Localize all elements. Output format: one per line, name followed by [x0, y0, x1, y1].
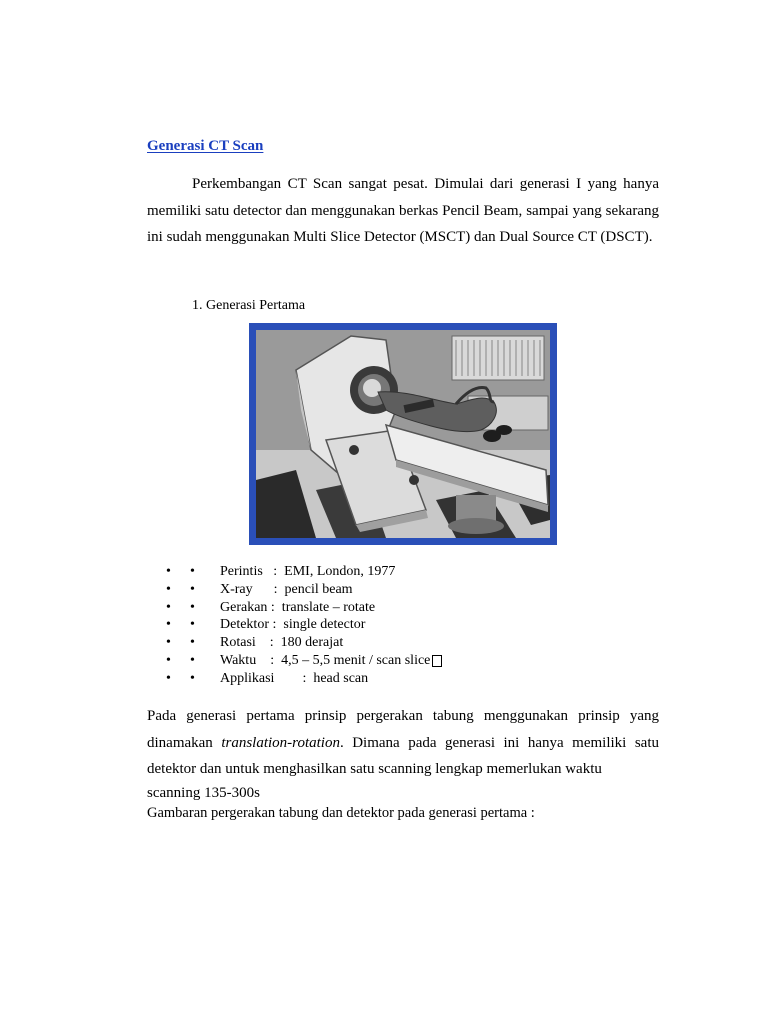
bullet-marker: •	[190, 670, 195, 686]
paragraph-text: . Dimana pada generasi ini hanya memiliki satu detektor dan untuk menghasilkan satu scanning lengkap memerlukan waktu	[147, 734, 660, 777]
ct-scanner-photo-frame	[249, 323, 557, 545]
placeholder-box-glyph	[432, 655, 442, 667]
bullet-marker: •	[166, 599, 171, 615]
list-item	[166, 652, 442, 670]
spec-list	[166, 563, 442, 688]
bullet-marker: •	[166, 635, 171, 651]
list-item	[166, 599, 442, 617]
list-item	[166, 634, 442, 652]
generation-one-paragraph	[147, 703, 659, 803]
spec-text: X-ray : pencil beam	[220, 581, 353, 597]
bullet-marker: •	[166, 670, 171, 686]
bullet-marker: •	[166, 652, 171, 668]
list-item	[166, 616, 442, 634]
spec-text: Rotasi : 180 derajat	[220, 635, 344, 651]
spec-text: Perintis : EMI, London, 1977	[220, 564, 396, 579]
list-item	[166, 563, 442, 581]
bullet-marker: •	[190, 564, 195, 579]
bullet-marker: •	[190, 635, 195, 651]
spec-text: Applikasi : head scan	[220, 670, 369, 686]
bullet-marker: •	[166, 564, 171, 579]
bullet-marker: •	[190, 581, 195, 597]
bullet-marker: •	[190, 652, 195, 668]
paragraph-italic-term: translation-rotation	[221, 734, 340, 751]
spec-text: Gerakan : translate – rotate	[220, 599, 376, 615]
list-item	[166, 581, 442, 599]
figure-caption: Gambaran pergerakan tabung dan detektor pada generasi pertama :	[147, 805, 535, 821]
section-heading[interactable]: Generasi CT Scan	[147, 138, 264, 154]
paragraph-text: Pada generasi pertama prinsip pergerakan tabung menggunakan prinsip yang dinamakan	[147, 708, 659, 751]
ct-scanner-photo	[256, 330, 550, 538]
paragraph-last-line: scanning 135-300s	[147, 784, 260, 801]
spec-text: Waktu : 4,5 – 5,5 menit / scan slice	[220, 652, 431, 668]
bullet-marker: •	[190, 617, 195, 633]
bullet-marker: •	[166, 581, 171, 597]
bullet-marker: •	[166, 617, 171, 633]
bullet-marker: •	[190, 599, 195, 615]
spec-text: Detektor : single detector	[220, 617, 366, 633]
intro-paragraph: Perkembangan CT Scan sangat pesat. Dimulai dari generasi I yang hanya memiliki satu detector dan menggunakan berkas Pencil Beam, sampai yang sekarang ini sudah menggunakan Multi Slice Detector (MSCT) dan Dual Source CT (DSCT).	[147, 176, 659, 245]
list-item	[166, 670, 442, 688]
numbered-item-generasi-pertama: 1. Generasi Pertama	[192, 298, 306, 313]
